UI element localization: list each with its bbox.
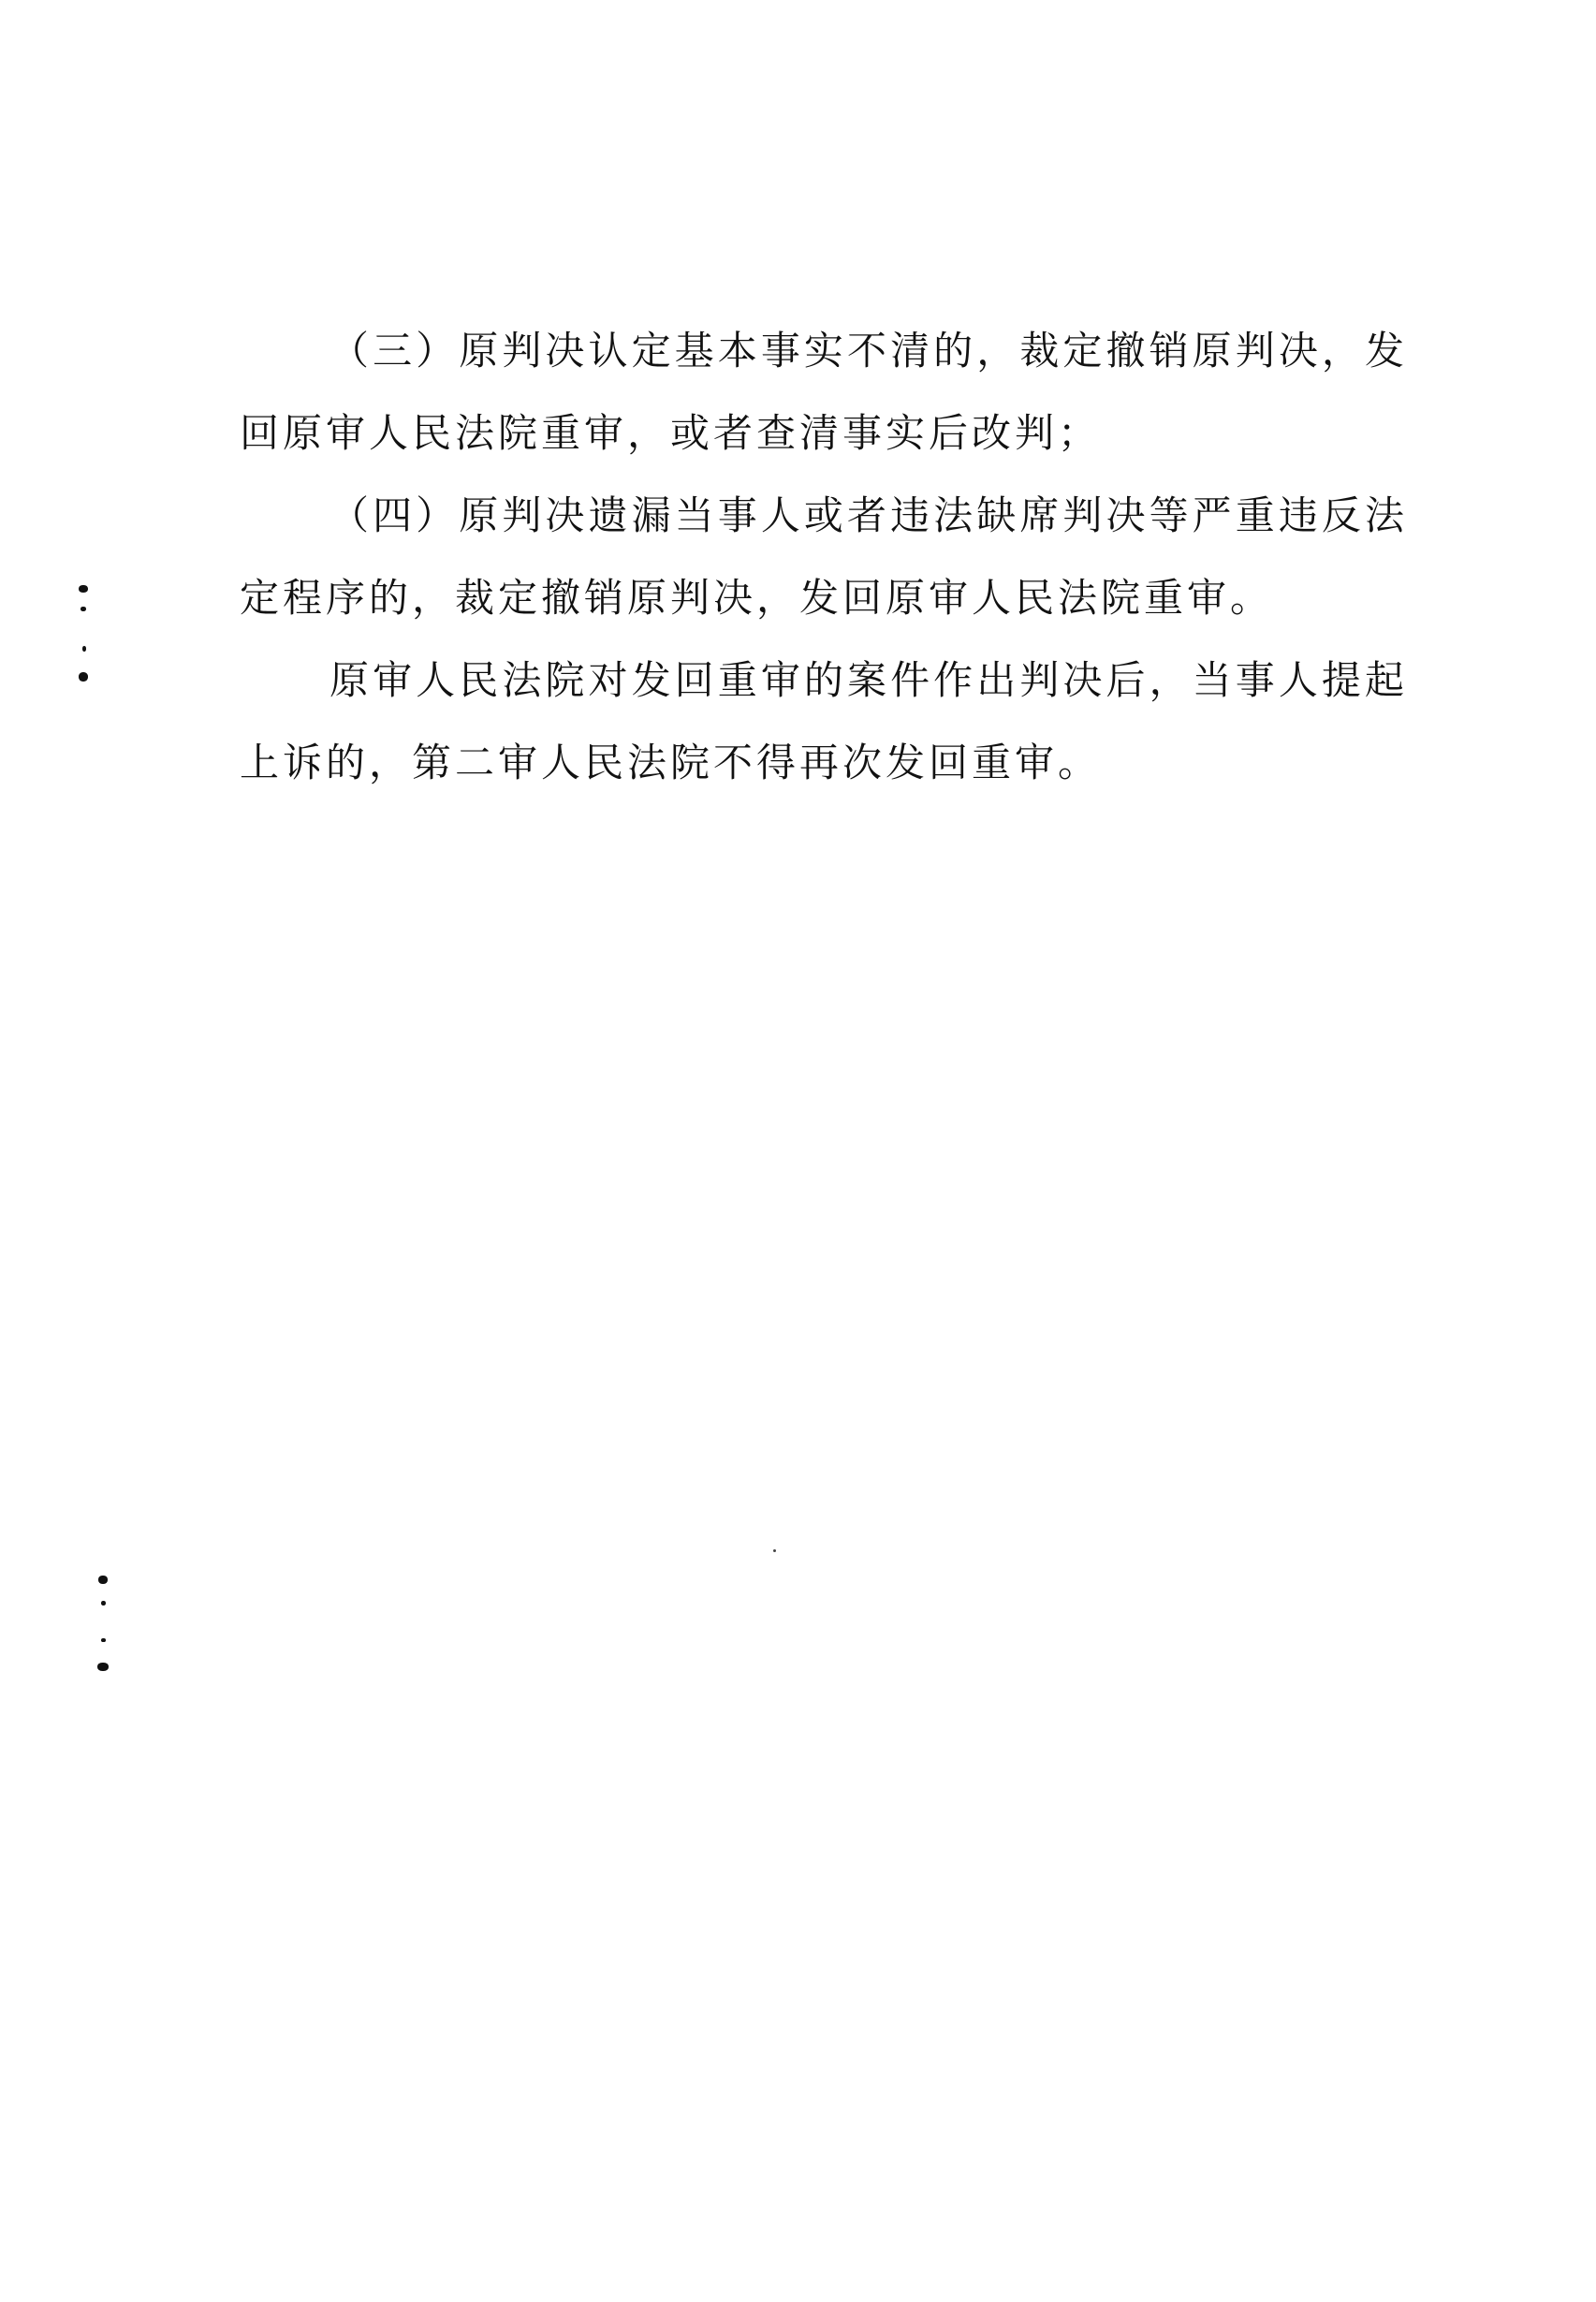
document-body <box>240 310 1408 804</box>
binding-mark <box>101 1601 106 1606</box>
paragraph-item-4: （四）原判决遗漏当事人或者违法缺席判决等严重违反法定程序的，裁定撤销原判决，发回原审人民法院重审。 <box>240 492 1408 621</box>
binding-mark <box>79 585 88 593</box>
binding-mark <box>82 646 86 652</box>
binding-mark <box>101 1638 106 1642</box>
paragraph-item-3: （三）原判决认定基本事实不清的，裁定撤销原判决，发回原审人民法院重审，或者查清事实后改判； <box>240 328 1408 456</box>
binding-mark <box>81 607 86 611</box>
paragraph-closing-rule: 原审人民法院对发回重审的案件作出判决后，当事人提起上诉的，第二审人民法院不得再次发回重审。 <box>240 657 1408 785</box>
binding-mark <box>97 1663 109 1671</box>
binding-mark <box>79 672 88 682</box>
scan-speck <box>773 1549 776 1552</box>
binding-mark <box>98 1576 108 1584</box>
